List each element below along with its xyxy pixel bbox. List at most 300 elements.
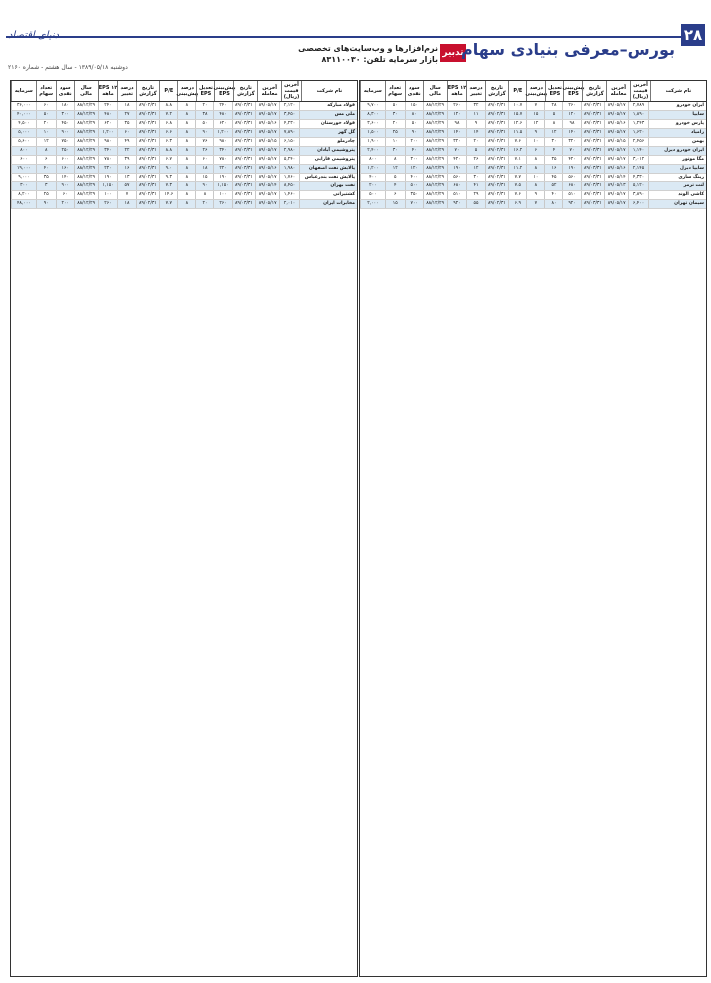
table-cell: ۸ bbox=[526, 156, 544, 164]
table-cell: ۴ bbox=[385, 182, 405, 190]
table-cell: ۹۰ bbox=[405, 129, 423, 137]
table-cell: ۸ bbox=[177, 191, 195, 199]
column-header: P/E bbox=[508, 81, 526, 101]
table-cell: ۱۵.۷ bbox=[508, 111, 526, 119]
table-cell: ۳,۸۹۰ bbox=[628, 191, 648, 199]
table-cell: ۸ bbox=[36, 147, 56, 155]
table-cell: ۴۰ bbox=[36, 165, 56, 173]
column-header: سود نقدی bbox=[405, 81, 423, 101]
table-cell: ۶۰۰ bbox=[56, 156, 74, 164]
table-cell: ۴۰۰ bbox=[405, 174, 423, 182]
table-cell: ۷۸۰ bbox=[98, 156, 118, 164]
page-header bbox=[0, 0, 711, 72]
table-cell: ۳ bbox=[36, 182, 56, 190]
table-cell: ۱۸ bbox=[117, 200, 135, 208]
table-cell: ۱۴۰ bbox=[562, 129, 580, 137]
table-cell: ۸۹/۰۳/۳۱ bbox=[581, 138, 605, 146]
table-cell: ۱۰ bbox=[36, 129, 56, 137]
table-cell: ۸۸/۱۲/۲۹ bbox=[74, 156, 98, 164]
table-cell: ۸۸/۱۲/۲۹ bbox=[423, 165, 447, 173]
advertisement bbox=[268, 43, 438, 65]
table-cell: ۸۹/۰۵/۱۷ bbox=[604, 147, 628, 155]
header-divider bbox=[6, 36, 705, 38]
table-cell: ۳۰۰ bbox=[56, 111, 74, 119]
table-cell: ۱۸ bbox=[117, 102, 135, 110]
company-name: رینگ سازی bbox=[648, 174, 706, 182]
table-cell: ۵,۰۰۰ bbox=[11, 129, 36, 137]
table-cell: ۲۴۰ bbox=[98, 102, 118, 110]
stock-table-left bbox=[10, 80, 358, 977]
table-cell: ۳۰۰ bbox=[11, 182, 36, 190]
table-cell: ۱۹۰ bbox=[98, 174, 118, 182]
table-cell: ۱۲۰ bbox=[562, 111, 580, 119]
company-name: فولاد مبارکه bbox=[299, 102, 357, 110]
table-cell: ۵۲ bbox=[544, 182, 562, 190]
table-cell: ۱,۸۹۰ bbox=[628, 111, 648, 119]
table-cell: ۹۰ bbox=[195, 129, 213, 137]
table-cell: ۷۵۰ bbox=[56, 138, 74, 146]
table-cell: ۸۹/۰۵/۱۶ bbox=[255, 165, 279, 173]
column-header: درصد پیش‌بینی bbox=[177, 81, 196, 101]
table-cell: ۸۸/۱۲/۲۹ bbox=[74, 120, 98, 128]
table-cell: ۵۶۰ bbox=[562, 174, 580, 182]
company-name: نفت بهران bbox=[299, 182, 357, 190]
table-cell: ۶.۷ bbox=[159, 156, 177, 164]
table-cell: ۸۹/۰۵/۱۷ bbox=[604, 129, 628, 137]
table-cell: ۸۹/۰۲/۳۱ bbox=[485, 102, 509, 110]
table-cell: ۱۱.۵ bbox=[508, 129, 526, 137]
table-cell: ۱,۹۰۰ bbox=[360, 138, 385, 146]
table-cell: ۲۶۰ bbox=[562, 102, 580, 110]
table-cell: ۸۹/۰۵/۱۷ bbox=[604, 200, 628, 208]
table-cell: ۸۹/۰۵/۱۶ bbox=[604, 165, 628, 173]
table-cell: ۹,۷۰۰ bbox=[360, 102, 385, 110]
table-cell: ۵ bbox=[385, 174, 405, 182]
table-cell: ۵ bbox=[466, 147, 484, 155]
table-cell: ۲۵۰ bbox=[56, 147, 74, 155]
table-cell: ۸۹/۰۲/۳۱ bbox=[485, 111, 509, 119]
table-cell: ۸ bbox=[177, 120, 195, 128]
table-cell: ۸۹/۰۳/۳۱ bbox=[232, 129, 256, 137]
table-cell: ۱۵ bbox=[526, 111, 544, 119]
table-cell: ۵۱۰ bbox=[562, 191, 580, 199]
table-cell: ۲,۰۰۰ bbox=[360, 200, 385, 208]
table-cell: ۴۱ bbox=[466, 182, 484, 190]
table-row bbox=[11, 191, 357, 200]
table-cell: ۶۸۰ bbox=[562, 182, 580, 190]
table-cell: ۱۲۰ bbox=[447, 111, 467, 119]
company-name: ایران خودرو دیزل bbox=[648, 147, 706, 155]
table-cell: ۵۰۰ bbox=[405, 182, 423, 190]
table-cell: ۸۹/۰۵/۱۷ bbox=[255, 200, 279, 208]
table-cell: ۷۰۰ bbox=[405, 200, 423, 208]
column-header: سود نقدی bbox=[56, 81, 74, 101]
table-cell: ۵۱۰ bbox=[447, 191, 467, 199]
table-cell: ۸۹/۰۲/۳۱ bbox=[485, 165, 509, 173]
table-cell: ۱,۲۰۰ bbox=[98, 129, 118, 137]
column-header: تاریخ گزارش bbox=[582, 81, 606, 101]
table-cell: ۸۹/۰۵/۱۷ bbox=[255, 111, 279, 119]
table-cell: ۵,۱۲۰ bbox=[628, 182, 648, 190]
table-cell: ۳۹ bbox=[117, 156, 135, 164]
table-cell: ۱۲.۶ bbox=[508, 120, 526, 128]
table-cell: ۶۲۰ bbox=[213, 120, 231, 128]
table-cell: ۶ bbox=[36, 156, 56, 164]
company-name: پارس خودرو bbox=[648, 120, 706, 128]
table-cell: ۸۹/۰۵/۱۷ bbox=[255, 156, 279, 164]
table-cell: ۶.۶ bbox=[159, 129, 177, 137]
table-row bbox=[11, 182, 357, 191]
table-cell: ۷.۲ bbox=[159, 111, 177, 119]
table-cell: ۸۸/۱۲/۲۹ bbox=[423, 182, 447, 190]
table-cell: ۴۵ bbox=[544, 174, 562, 182]
table-cell: ۸۸/۱۲/۲۹ bbox=[74, 182, 98, 190]
table-cell: ۸۹/۰۵/۱۷ bbox=[604, 191, 628, 199]
table-cell: ۸۹/۰۳/۳۱ bbox=[581, 129, 605, 137]
table-cell: ۸۹/۰۲/۳۱ bbox=[485, 138, 509, 146]
table-cell: ۵۰ bbox=[405, 120, 423, 128]
company-name: لنت ترمز bbox=[648, 182, 706, 190]
table-cell: ۸ bbox=[544, 120, 562, 128]
table-cell: ۷ bbox=[526, 200, 544, 208]
table-cell: ۹۰۰ bbox=[56, 129, 74, 137]
table-cell: ۷.۳ bbox=[159, 182, 177, 190]
table-cell: ۴۲۰ bbox=[562, 156, 580, 164]
table-cell: ۲۴۰ bbox=[213, 102, 231, 110]
table-row bbox=[11, 156, 357, 165]
table-cell: ۱۵ bbox=[385, 200, 405, 208]
table-cell: ۸۹/۰۲/۳۱ bbox=[485, 174, 509, 182]
table-cell: ۲,۴۰۰ bbox=[360, 147, 385, 155]
table-cell: ۸۰ bbox=[405, 111, 423, 119]
table-cell: ۸۸/۱۲/۲۹ bbox=[423, 174, 447, 182]
table-cell: ۲۲ bbox=[117, 147, 135, 155]
company-name: مخابرات ایران bbox=[299, 200, 357, 208]
table-row bbox=[11, 120, 357, 129]
table-cell: ۴,۳۳۰ bbox=[628, 174, 648, 182]
issue-info: دوشنبه ۱۳۸۹/۰۵/۱۸ - سال هشتم - شماره ۲۱۶۰ bbox=[8, 64, 128, 71]
company-name: بهمن bbox=[648, 138, 706, 146]
table-cell: ۶۰ bbox=[36, 102, 56, 110]
table-cell: ۹.۳ bbox=[159, 174, 177, 182]
company-name: ایران خودرو bbox=[648, 102, 706, 110]
table-cell: ۸۹/۰۳/۳۱ bbox=[581, 102, 605, 110]
table-cell: ۸۸/۱۲/۲۹ bbox=[74, 102, 98, 110]
stock-table-right bbox=[359, 80, 707, 977]
table-cell: ۷.۶ bbox=[508, 191, 526, 199]
company-name: فولاد خوزستان bbox=[299, 120, 357, 128]
column-header: نام شرکت bbox=[301, 81, 357, 101]
table-cell: ۹ bbox=[526, 129, 544, 137]
column-header: سال مالی bbox=[423, 81, 447, 101]
company-name: زامیاد bbox=[648, 129, 706, 137]
table-cell: ۸۹/۰۳/۳۱ bbox=[581, 165, 605, 173]
column-header: تعدیل EPS bbox=[196, 81, 214, 101]
table-cell: ۱۱.۲ bbox=[508, 165, 526, 173]
table-cell: ۲,۱۴۵ bbox=[628, 165, 648, 173]
table-cell: ۱۶.۲ bbox=[508, 147, 526, 155]
table-cell: ۸۹/۰۲/۳۱ bbox=[136, 182, 160, 190]
table-cell: ۱۰.۷ bbox=[508, 102, 526, 110]
table-cell: ۱۰ bbox=[526, 174, 544, 182]
column-header: سرمایه bbox=[360, 81, 385, 101]
table-cell: ۸۸/۱۲/۲۹ bbox=[74, 129, 98, 137]
table-cell: ۳,۶۰۰ bbox=[360, 120, 385, 128]
table-cell: ۴۸۰ bbox=[213, 111, 231, 119]
table-cell: ۷۰ bbox=[447, 147, 467, 155]
column-header: آخرین معامله bbox=[606, 81, 630, 101]
table-cell: ۳۵ bbox=[36, 174, 56, 182]
table-cell: ۶,۱۵۰ bbox=[279, 138, 299, 146]
table-cell: ۸۹/۰۲/۳۱ bbox=[485, 182, 509, 190]
table-cell: ۸۹/۰۲/۳۱ bbox=[136, 165, 160, 173]
table-cell: ۱۹۰ bbox=[447, 165, 467, 173]
table-cell: ۸۹/۰۲/۳۱ bbox=[136, 174, 160, 182]
company-name: سایپا bbox=[648, 111, 706, 119]
table-cell: ۴۸۰ bbox=[98, 111, 118, 119]
table-cell: ۸,۴۵۰ bbox=[279, 182, 299, 190]
table-row bbox=[360, 129, 706, 138]
table-row bbox=[360, 120, 706, 129]
table-cell: ۸ bbox=[385, 156, 405, 164]
table-row bbox=[360, 200, 706, 209]
table-cell: ۸۹/۰۵/۱۷ bbox=[604, 111, 628, 119]
table-cell: ۳۸ bbox=[195, 111, 213, 119]
table-cell: ۱۲ bbox=[385, 165, 405, 173]
column-header: تعداد سهام bbox=[385, 81, 405, 101]
table-cell: ۱۵ bbox=[195, 174, 213, 182]
table-cell: ۵۰ bbox=[36, 111, 56, 119]
table-cell: ۸۸/۱۲/۲۹ bbox=[74, 191, 98, 199]
table-cell: ۲۹ bbox=[466, 191, 484, 199]
table-cell: ۸ bbox=[177, 156, 195, 164]
table-cell: ۸۸/۱۲/۲۹ bbox=[423, 102, 447, 110]
table-cell: ۱,۲۰۰ bbox=[213, 129, 231, 137]
table-cell: ۱۲۰ bbox=[405, 165, 423, 173]
table-cell: ۸۰۰ bbox=[11, 147, 36, 155]
table-cell: ۲۰ bbox=[466, 138, 484, 146]
column-header: تعداد سهام bbox=[36, 81, 56, 101]
table-cell: ۱۹۰ bbox=[213, 174, 231, 182]
table-cell: ۸۹/۰۵/۱۷ bbox=[255, 102, 279, 110]
column-header: آخرین قیمت (ریال) bbox=[281, 81, 301, 101]
table-cell: ۸۸/۱۲/۲۹ bbox=[423, 129, 447, 137]
table-cell: ۹ bbox=[466, 120, 484, 128]
table-cell: ۲۲۰ bbox=[213, 165, 231, 173]
table-cell: ۱۹۰ bbox=[562, 165, 580, 173]
table-cell: ۵,۲۴۰ bbox=[279, 156, 299, 164]
ad-logo: تدبیر bbox=[440, 44, 466, 62]
table-cell: ۳۲۰ bbox=[562, 138, 580, 146]
table-cell: ۸۹/۰۳/۳۱ bbox=[232, 102, 256, 110]
table-cell: ۳۵ bbox=[544, 156, 562, 164]
table-cell: ۷.۶ bbox=[508, 138, 526, 146]
table-cell: ۸۹/۰۵/۱۶ bbox=[255, 120, 279, 128]
table-cell: ۲۰ bbox=[195, 200, 213, 208]
column-header: تاریخ گزارش bbox=[233, 81, 257, 101]
table-cell: ۲۲۰ bbox=[98, 165, 118, 173]
table-cell: ۷.۷ bbox=[159, 200, 177, 208]
table-cell: ۸۹/۰۳/۳۱ bbox=[581, 200, 605, 208]
table-row bbox=[11, 174, 357, 183]
table-cell: ۸ bbox=[177, 138, 195, 146]
column-header: سرمایه bbox=[11, 81, 36, 101]
company-name: چادرملو bbox=[299, 138, 357, 146]
table-cell: ۴۵۰ bbox=[56, 120, 74, 128]
table-cell: ۵۷ bbox=[117, 182, 135, 190]
table-cell: ۱۴۰ bbox=[447, 129, 467, 137]
table-cell: ۸۸/۱۲/۲۹ bbox=[423, 156, 447, 164]
table-cell: ۸۹/۰۵/۱۴ bbox=[604, 174, 628, 182]
table-cell: ۴۹ bbox=[117, 138, 135, 146]
table-cell: ۳۴۰ bbox=[98, 147, 118, 155]
table-cell: ۱۲ bbox=[466, 165, 484, 173]
table-cell: ۲۰ bbox=[195, 102, 213, 110]
table-row bbox=[360, 156, 706, 165]
table-cell: ۳۲ bbox=[466, 102, 484, 110]
table-cell: ۸۹/۰۵/۱۶ bbox=[604, 120, 628, 128]
table-cell: ۱۰۰ bbox=[98, 191, 118, 199]
table-cell: ۹,۰۰۰ bbox=[11, 174, 36, 182]
table-cell: ۸.۸ bbox=[159, 147, 177, 155]
table-cell: ۱۵۰ bbox=[405, 102, 423, 110]
column-header: سال مالی bbox=[74, 81, 98, 101]
table-cell: ۸۹/۰۳/۳۱ bbox=[232, 174, 256, 182]
table-cell: ۸ bbox=[177, 111, 195, 119]
table-cell: ۸۹/۰۲/۳۱ bbox=[485, 191, 509, 199]
table-cell: ۶۸۰ bbox=[447, 182, 467, 190]
table-cell: ۴۰ bbox=[405, 147, 423, 155]
table-cell: ۸۹/۰۳/۳۱ bbox=[232, 138, 256, 146]
table-cell: ۸ bbox=[195, 191, 213, 199]
table-body bbox=[11, 102, 357, 209]
table-cell: ۸۹/۰۳/۳۱ bbox=[581, 120, 605, 128]
column-header: تاریخ گزارش bbox=[136, 81, 160, 101]
table-cell: ۵ bbox=[544, 111, 562, 119]
table-cell: ۹۲۰ bbox=[447, 200, 467, 208]
table-cell: ۹۰ bbox=[36, 200, 56, 208]
table-row bbox=[360, 174, 706, 183]
table-row bbox=[11, 147, 357, 156]
table-cell: ۱۶ bbox=[117, 165, 135, 173]
page-title: بورس–معرفی بنیادی سهام bbox=[460, 40, 675, 59]
company-name: سایپا دیزل bbox=[648, 165, 706, 173]
table-cell: ۹۸۰ bbox=[213, 138, 231, 146]
table-row bbox=[360, 102, 706, 111]
table-cell: ۸۹/۰۲/۳۱ bbox=[136, 102, 160, 110]
table-cell: ۵۵ bbox=[466, 200, 484, 208]
table-cell: ۸۹/۰۲/۳۱ bbox=[136, 191, 160, 199]
table-cell: ۹.۰ bbox=[159, 165, 177, 173]
table-cell: ۷۶ bbox=[195, 138, 213, 146]
table-cell: ۱,۱۵۰ bbox=[98, 182, 118, 190]
column-header: آخرین قیمت (ریال) bbox=[630, 81, 650, 101]
table-cell: ۸۹/۰۲/۳۱ bbox=[485, 147, 509, 155]
table-cell: ۲۰۰ bbox=[360, 182, 385, 190]
table-cell: ۶.۸ bbox=[159, 120, 177, 128]
column-header: نام شرکت bbox=[650, 81, 706, 101]
table-cell: ۱۲ bbox=[36, 138, 56, 146]
table-cell: ۸۹/۰۲/۳۱ bbox=[136, 156, 160, 164]
table-cell: ۸۹/۰۳/۳۱ bbox=[232, 147, 256, 155]
table-cell: ۲۰۰ bbox=[405, 138, 423, 146]
table-cell: ۷.۵ bbox=[508, 182, 526, 190]
table-cell: ۵۰ bbox=[385, 102, 405, 110]
company-name: پالایش نفت اصفهان bbox=[299, 165, 357, 173]
table-cell: ۸۹/۰۳/۳۱ bbox=[232, 120, 256, 128]
table-cell: ۱۰ bbox=[385, 138, 405, 146]
table-cell: ۶۲۰ bbox=[98, 120, 118, 128]
table-cell: ۸۹/۰۳/۳۱ bbox=[581, 174, 605, 182]
table-cell: ۲,۱۲۰ bbox=[279, 102, 299, 110]
table-cell: ۱۶۰ bbox=[56, 165, 74, 173]
table-cell: ۸۹/۰۲/۳۱ bbox=[136, 200, 160, 208]
table-cell: ۳۰ bbox=[466, 174, 484, 182]
table-row bbox=[11, 102, 357, 111]
table-cell: ۸ bbox=[177, 147, 195, 155]
table-row bbox=[360, 191, 706, 200]
table-cell: ۱,۱۵۰ bbox=[213, 182, 231, 190]
table-cell: ۸۹/۰۲/۳۱ bbox=[485, 156, 509, 164]
table-cell: ۸۹/۰۵/۱۷ bbox=[255, 191, 279, 199]
table-cell: ۲,۹۸۰ bbox=[279, 147, 299, 155]
table-cell: ۲۰ bbox=[36, 120, 56, 128]
column-header: درصد تغییر bbox=[466, 81, 484, 101]
company-name: پتروشیمی فارابی bbox=[299, 156, 357, 164]
table-cell: ۸۹/۰۵/۱۷ bbox=[255, 147, 279, 155]
table-cell: ۶,۴۰۰ bbox=[628, 200, 648, 208]
table-cell: ۷ bbox=[117, 191, 135, 199]
table-body bbox=[360, 102, 706, 209]
table-cell: ۴۰,۰۰۰ bbox=[11, 111, 36, 119]
table-cell: ۸۹/۰۳/۳۱ bbox=[232, 156, 256, 164]
table-cell: ۱۹,۰۰۰ bbox=[11, 165, 36, 173]
column-header: EPS ۱۲ ماهه bbox=[447, 81, 467, 101]
table-cell: ۸۹/۰۳/۳۱ bbox=[581, 111, 605, 119]
table-cell: ۳۰ bbox=[544, 138, 562, 146]
table-row bbox=[11, 200, 357, 209]
table-cell: ۸۸/۱۲/۲۹ bbox=[74, 165, 98, 173]
table-cell: ۲۶۰ bbox=[447, 102, 467, 110]
table-row bbox=[360, 111, 706, 120]
table-cell: ۸۸/۱۲/۲۹ bbox=[423, 120, 447, 128]
table-cell: ۲۶۰ bbox=[213, 200, 231, 208]
table-cell: ۸۹/۰۵/۱۷ bbox=[255, 129, 279, 137]
table-cell: ۴۲۰ bbox=[447, 156, 467, 164]
table-cell: ۸۹/۰۳/۳۱ bbox=[581, 191, 605, 199]
company-name: مگا موتور bbox=[648, 156, 706, 164]
table-cell: ۸۸/۱۲/۲۹ bbox=[74, 111, 98, 119]
table-cell: ۲,۴۵۶ bbox=[628, 138, 648, 146]
table-cell: ۴,۲۳۰ bbox=[279, 120, 299, 128]
table-cell: ۳۵ bbox=[117, 120, 135, 128]
table-cell: ۸۸/۱۲/۲۹ bbox=[423, 138, 447, 146]
column-header: درصد تغییر bbox=[117, 81, 135, 101]
table-cell: ۹۸ bbox=[447, 120, 467, 128]
table-cell: ۵۰۰ bbox=[360, 191, 385, 199]
column-header: EPS ۱۲ ماهه bbox=[98, 81, 118, 101]
table-row bbox=[11, 165, 357, 174]
column-header: P/E bbox=[159, 81, 177, 101]
table-cell: ۲۶۰ bbox=[98, 200, 118, 208]
table-header bbox=[360, 81, 706, 102]
table-cell: ۸۸/۱۲/۲۹ bbox=[423, 191, 447, 199]
table-cell: ۱۶ bbox=[544, 165, 562, 173]
table-cell: ۸۹/۰۵/۱۷ bbox=[255, 174, 279, 182]
table-cell: ۸۸/۱۲/۲۹ bbox=[74, 174, 98, 182]
table-cell: ۴۰ bbox=[544, 191, 562, 199]
table-cell: ۱۱ bbox=[466, 111, 484, 119]
